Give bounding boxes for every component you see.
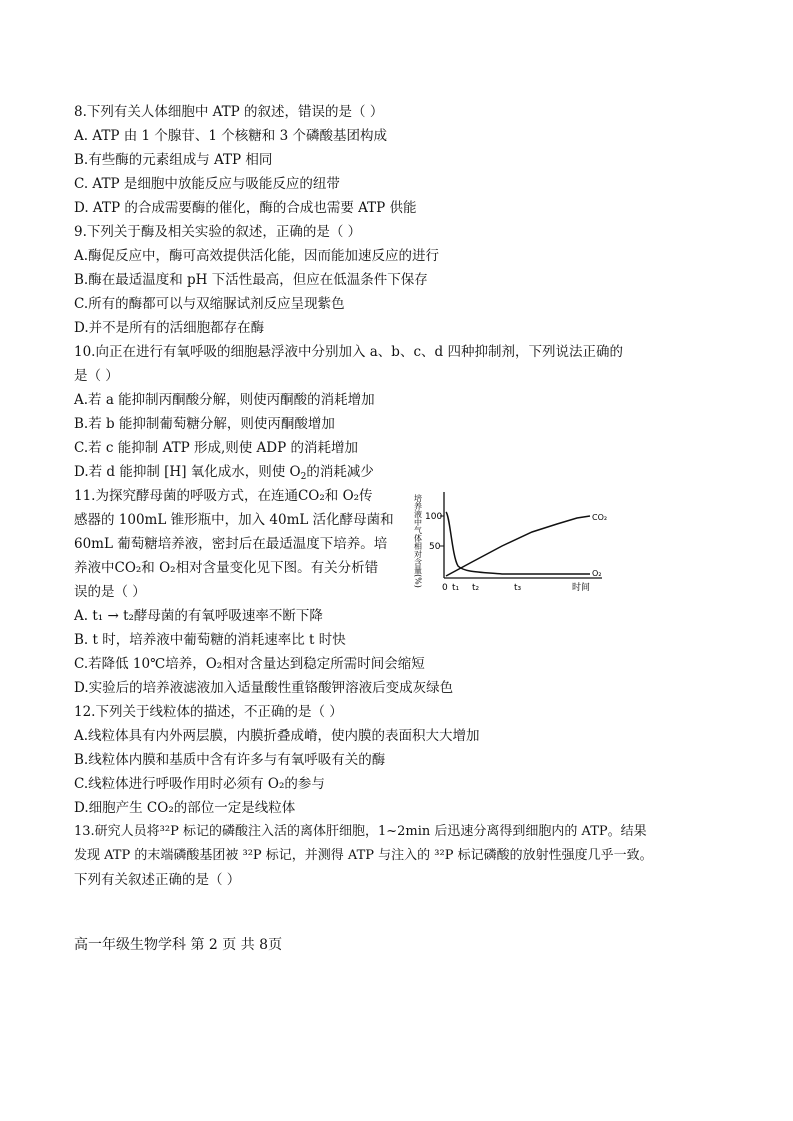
q12-option-d: D.细胞产生 CO₂的部位一定是线粒体	[74, 800, 296, 816]
q10-option-d-tail: 的消耗减少	[306, 464, 374, 480]
q10-stem-line1: 10.向正在进行有氧呼吸的细胞悬浮液中分别加入 a、b、c、d 四种抑制剂，下列说法正确的	[74, 344, 623, 360]
graph-ytick-label-50: 50	[429, 542, 441, 552]
q11-option-b: B. t 时，培养液中葡萄糖的消耗速率比 t 时快	[74, 632, 346, 648]
q11-stem-line1: 11.为探究酵母菌的呼吸方式，在连通CO₂和 O₂传	[74, 488, 373, 504]
q13-stem-line2: 发现 ATP 的末端磷酸基团被 ³²P 标记，并测得 ATP 与注入的 ³²P 标记磷酸的放射性强度几乎一致。	[74, 848, 653, 863]
q12-option-c: C.线粒体进行呼吸作用时必须有 O₂的参与	[74, 776, 325, 792]
graph-ylabel: 培养液中气体相对含量(%)	[413, 494, 423, 588]
q10-option-d	[74, 463, 374, 486]
q12-stem: 12.下列关于线粒体的描述，不正确的是（ ）	[74, 704, 343, 720]
q11-option-d: D.实验后的培养液滤液加入适量酸性重铬酸钾溶液后变成灰绿色	[74, 680, 454, 696]
gas-content-graph	[412, 486, 612, 598]
q9-option-b: B.酶在最适温度和 pH 下活性最高，但应在低温条件下保存	[74, 272, 428, 288]
q9-option-d: D.并不是所有的活细胞都存在酶	[74, 320, 265, 336]
graph-ytick-label-100: 100	[425, 512, 443, 522]
graph-xtick-t2: t₂	[472, 583, 480, 593]
q8-option-b: B.有些酶的元素组成与 ATP 相同	[74, 152, 273, 168]
q10-option-c: C.若 c 能抑制 ATP 形成,则使 ADP 的消耗增加	[74, 440, 358, 456]
q11-option-a: A. t₁ → t₂酵母菌的有氧呼吸速率不断下降	[74, 608, 323, 624]
graph-xtick-0: 0	[442, 583, 448, 593]
q8-option-a: A. ATP 由 1 个腺苷、1 个核糖和 3 个磷酸基团构成	[74, 128, 387, 144]
q12-option-a: A.线粒体具有内外两层膜，内膜折叠成嵴，使内膜的表面积大大增加	[74, 728, 480, 744]
co2-curve	[446, 516, 590, 576]
q11-stem-line5: 误的是（ ）	[74, 584, 146, 600]
o2-curve-label: O₂	[592, 569, 602, 578]
q9-option-a: A.酶促反应中，酶可高效提供活化能，因而能加速反应的进行	[74, 248, 440, 264]
q13-stem-line3: 下列有关叙述正确的是（ ）	[74, 872, 241, 888]
q10-option-d-text: D.若 d 能抑制 [H] 氧化成水，则使 O	[74, 464, 301, 480]
graph-xtick-t3: t₃	[514, 583, 522, 593]
q10-option-b: B.若 b 能抑制葡萄糖分解，则使丙酮酸增加	[74, 416, 335, 432]
graph-xtick-t1: t₁	[452, 583, 460, 593]
q10-stem-line2: 是（ ）	[74, 368, 119, 384]
q8-option-d: D. ATP 的合成需要酶的催化，酶的合成也需要 ATP 供能	[74, 200, 417, 216]
co2-curve-label: CO₂	[592, 513, 608, 522]
q9-stem: 9.下列关于酶及相关实验的叙述，正确的是（ ）	[74, 224, 362, 240]
gas-content-graph-svg	[412, 486, 612, 598]
q10-option-a: A.若 a 能抑制丙酮酸分解，则使丙酮酸的消耗增加	[74, 392, 375, 408]
graph-xlabel: 时间	[572, 583, 591, 593]
q11-stem-line3: 60mL 葡萄糖培养液，密封后在最适温度下培养。培	[74, 536, 388, 552]
page-footer: 高一年级生物学科 第 2 页 共 8页	[74, 937, 283, 953]
q11-stem-line4: 养液中CO₂和 O₂相对含量变化见下图。有关分析错	[74, 560, 379, 576]
q8-option-c: C. ATP 是细胞中放能反应与吸能反应的纽带	[74, 176, 340, 192]
q11-option-c: C.若降低 10℃培养，O₂相对含量达到稳定所需时间会缩短	[74, 656, 425, 672]
q10-option-d-subscript: 2	[300, 472, 307, 482]
q12-option-b: B.线粒体内膜和基质中含有许多与有氧呼吸有关的酶	[74, 752, 386, 768]
q13-stem-line1: 13.研究人员将³²P 标记的磷酸注入活的离体肝细胞，1~2min 后迅速分离得到细胞内的 ATP。结果	[74, 824, 647, 839]
q8-stem: 8.下列有关人体细胞中 ATP 的叙述，错误的是（ ）	[74, 104, 384, 120]
q9-option-c: C.所有的酶都可以与双缩脲试剂反应呈现紫色	[74, 296, 345, 312]
q11-stem-line2: 感器的 100mL 锥形瓶中，加入 40mL 活化酵母菌和	[74, 512, 394, 528]
